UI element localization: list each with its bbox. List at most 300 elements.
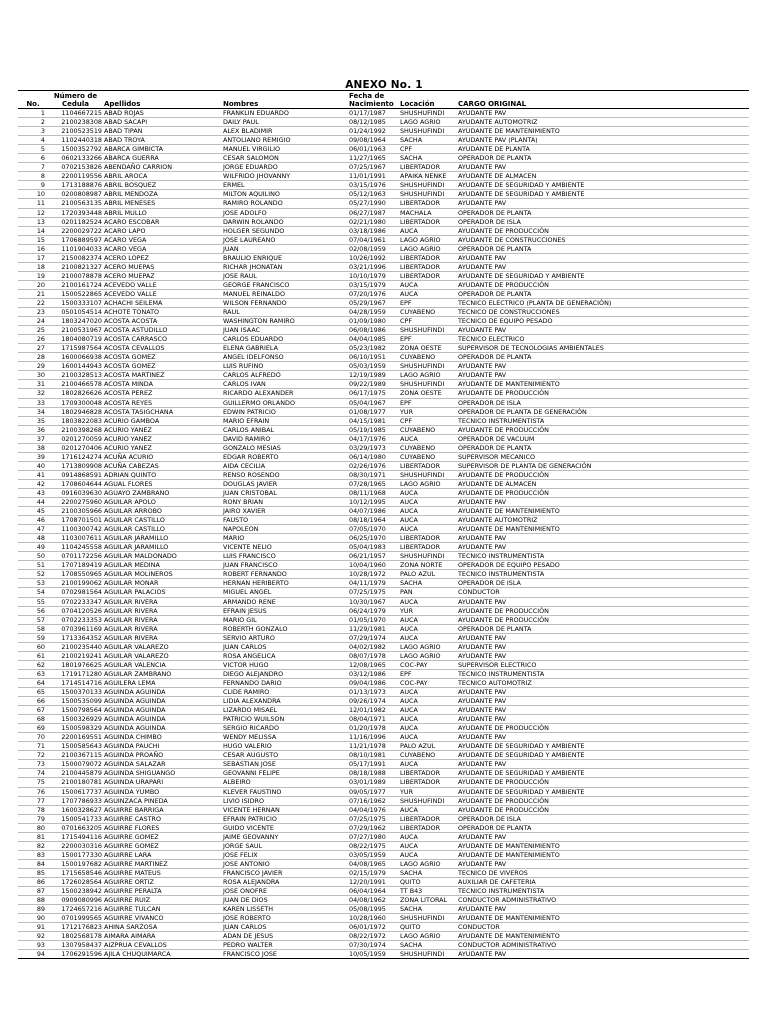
cell-cedula: 2100199062 <box>48 579 103 588</box>
cell-cargo: AYUDANTE DE PLANTA <box>457 145 749 154</box>
table-row <box>18 868 749 877</box>
cell-apellidos: AGUILAR ZAMBRANO <box>103 669 222 678</box>
cell-locacion: SHUSHUFINDI <box>399 190 457 199</box>
cell-no: 9 <box>18 181 48 190</box>
cell-fecha-nacimiento: 08/18/1964 <box>348 516 399 525</box>
cell-apellidos: AGUILAR ARROBO <box>103 507 222 516</box>
cell-apellidos: ABAD SACAPI <box>103 118 222 127</box>
cell-locacion: SHUSHUFINDI <box>399 552 457 561</box>
cell-no: 82 <box>18 841 48 850</box>
cell-apellidos: AGUIRRE TULCAN <box>103 905 222 914</box>
table-row <box>18 896 749 905</box>
cell-cedula: 0916039630 <box>48 488 103 497</box>
cell-cedula: 1706291596 <box>48 950 103 959</box>
cell-nombres: MARIO EFRAIN <box>222 416 348 425</box>
cell-cedula: 1708550965 <box>48 570 103 579</box>
cell-nombres: FAUSTO <box>222 516 348 525</box>
cell-locacion: LIBERTADOR <box>399 814 457 823</box>
cell-cedula: 1708701501 <box>48 516 103 525</box>
cell-nombres: KAREN LISSETH <box>222 905 348 914</box>
cell-no: 90 <box>18 914 48 923</box>
cell-fecha-nacimiento: 05/27/1990 <box>348 199 399 208</box>
table-row <box>18 823 749 832</box>
table-row <box>18 850 749 859</box>
cell-cedula: 1803247020 <box>48 317 103 326</box>
cell-locacion: SHUSHUFINDI <box>399 127 457 136</box>
cell-cargo: AYUDANTE AUTOMOTRIZ <box>457 118 749 127</box>
cell-cedula: 1713188876 <box>48 181 103 190</box>
cell-locacion: LIBERTADOR <box>399 778 457 787</box>
cell-cargo: AYUDANTE PAV <box>457 832 749 841</box>
cell-cedula: 1500541733 <box>48 814 103 823</box>
cell-fecha-nacimiento: 08/18/1988 <box>348 769 399 778</box>
table-row <box>18 633 749 642</box>
cell-no: 73 <box>18 760 48 769</box>
cell-no: 19 <box>18 271 48 280</box>
cell-no: 27 <box>18 344 48 353</box>
cell-apellidos: ACARO VEGA <box>103 235 222 244</box>
cell-cargo: AYUDANTE DE PRODUCCIÓN <box>457 606 749 615</box>
table-row <box>18 561 749 570</box>
cell-cedula: 2100219241 <box>48 651 103 660</box>
cell-locacion: AUCA <box>399 597 457 606</box>
cell-nombres: RAMIRO ROLANDO <box>222 199 348 208</box>
cell-cedula: 1709300048 <box>48 398 103 407</box>
table-row <box>18 389 749 398</box>
cell-fecha-nacimiento: 05/03/1959 <box>348 362 399 371</box>
cell-cargo: AYUDANTE PAV <box>457 163 749 172</box>
cell-apellidos: AGUINDA AGUINDA <box>103 697 222 706</box>
cell-locacion: CUYABENO <box>399 425 457 434</box>
cell-locacion: AUCA <box>399 615 457 624</box>
cell-no: 68 <box>18 715 48 724</box>
cell-nombres: PEDRO WALTER <box>222 941 348 950</box>
cell-fecha-nacimiento: 02/26/1976 <box>348 461 399 470</box>
table-row <box>18 814 749 823</box>
cell-no: 47 <box>18 525 48 534</box>
cell-apellidos: ACUÑA ACURIO <box>103 452 222 461</box>
cell-fecha-nacimiento: 10/10/1979 <box>348 271 399 280</box>
cell-no: 59 <box>18 633 48 642</box>
cell-apellidos: AGUILAR PALACIOS <box>103 588 222 597</box>
cell-nombres: JAIME GEOVANNY <box>222 832 348 841</box>
cell-locacion: YUR <box>399 407 457 416</box>
cell-cargo: CONDUCTOR ADMINISTRATIVO <box>457 941 749 950</box>
cell-cargo: AYUDANTE PAV <box>457 706 749 715</box>
cell-apellidos: ACERO MUEPAZ <box>103 271 222 280</box>
cell-fecha-nacimiento: 05/19/1985 <box>348 425 399 434</box>
cell-fecha-nacimiento: 06/27/1987 <box>348 208 399 217</box>
cell-nombres: LIZARDO MISAEL <box>222 706 348 715</box>
table-row <box>18 660 749 669</box>
cell-cedula: 0602133266 <box>48 154 103 163</box>
cell-nombres: WILFRIDO JHOVANNY <box>222 172 348 181</box>
cell-fecha-nacimiento: 07/04/1961 <box>348 235 399 244</box>
table-row <box>18 642 749 651</box>
table-row <box>18 651 749 660</box>
cell-cargo: AYUDANTE DE MANTENIMIENTO <box>457 841 749 850</box>
cell-fecha-nacimiento: 02/08/1959 <box>348 244 399 253</box>
table-row <box>18 950 749 959</box>
cell-locacion: YUR <box>399 606 457 615</box>
cell-cargo: AYUDANTE PAV <box>457 715 749 724</box>
cell-apellidos: AGUILAR JARAMILLO <box>103 534 222 543</box>
cell-cargo: AYUDANTE DE PRODUCCIÓN <box>457 470 749 479</box>
cell-nombres: RAUL <box>222 308 348 317</box>
cell-apellidos: AGUIRRE RUIZ <box>103 896 222 905</box>
cell-no: 86 <box>18 877 48 886</box>
cell-cedula: 0703961169 <box>48 624 103 633</box>
cell-no: 40 <box>18 461 48 470</box>
cell-no: 25 <box>18 326 48 335</box>
cell-locacion: AUCA <box>399 624 457 633</box>
cell-nombres: JAIRO XAVIER <box>222 507 348 516</box>
cell-nombres: JOSE ADOLFO <box>222 208 348 217</box>
cell-fecha-nacimiento: 06/25/1970 <box>348 534 399 543</box>
cell-cargo: TECNICO ELECTRICO <box>457 335 749 344</box>
cell-locacion: LIBERTADOR <box>399 769 457 778</box>
cell-nombres: ANGEL IDELFONSO <box>222 353 348 362</box>
cell-cargo: AYUDANTE PAV <box>457 697 749 706</box>
table-row <box>18 443 749 452</box>
cell-no: 54 <box>18 588 48 597</box>
cell-nombres: JUAN ISAAC <box>222 326 348 335</box>
cell-fecha-nacimiento: 02/21/1980 <box>348 217 399 226</box>
cell-locacion: LAGO AGRIO <box>399 244 457 253</box>
table-row <box>18 832 749 841</box>
cell-locacion: LIBERTADOR <box>399 253 457 262</box>
cell-nombres: ALEX BLADIMIR <box>222 127 348 136</box>
table-row <box>18 624 749 633</box>
cell-cargo: TECNICO DE CONSTRUCCIONES <box>457 308 749 317</box>
cell-nombres: GUILLERMO ORLANDO <box>222 398 348 407</box>
cell-cedula: 1712176823 <box>48 923 103 932</box>
cell-nombres: RONY BRIAN <box>222 498 348 507</box>
cell-nombres: SERGIO RICARDO <box>222 724 348 733</box>
cell-no: 70 <box>18 733 48 742</box>
cell-apellidos: AGUILAR CASTILLO <box>103 525 222 534</box>
cell-nombres: DAVID RAMIRO <box>222 434 348 443</box>
cell-locacion: AUCA <box>399 633 457 642</box>
cell-nombres: CARLOS IVAN <box>222 380 348 389</box>
cell-cargo: AYUDANTE DE MANTENIMIENTO <box>457 932 749 941</box>
cell-locacion: LIBERTADOR <box>399 262 457 271</box>
cell-nombres: CARLOS EDUARDO <box>222 335 348 344</box>
page-title: ANEXO No. 1 <box>345 79 423 91</box>
cell-no: 43 <box>18 488 48 497</box>
cell-cargo: OPERADOR DE ISLA <box>457 579 749 588</box>
cell-fecha-nacimiento: 01/08/1977 <box>348 407 399 416</box>
cell-cedula: 1714514716 <box>48 678 103 687</box>
cell-cedula: 1715987564 <box>48 344 103 353</box>
cell-locacion: COC-PAY <box>399 678 457 687</box>
cell-nombres: ROBERT FERNANDO <box>222 570 348 579</box>
cell-cedula: 2100235440 <box>48 642 103 651</box>
cell-apellidos: ACOSTA REYES <box>103 398 222 407</box>
cell-cargo: AYUDANTE DE SEGURIDAD Y AMBIENTE <box>457 787 749 796</box>
cell-cedula: 1101904033 <box>48 244 103 253</box>
cell-nombres: WASHINGTON RAMIRO <box>222 317 348 326</box>
cell-no: 26 <box>18 335 48 344</box>
cell-apellidos: AGUILAR CASTILLO <box>103 516 222 525</box>
table-row <box>18 262 749 271</box>
cell-fecha-nacimiento: 07/29/1962 <box>348 823 399 832</box>
cell-apellidos: AGUINDA AGUINDA <box>103 724 222 733</box>
cell-nombres: FRANCISCO JAVIER <box>222 868 348 877</box>
cell-locacion: LAGO AGRIO <box>399 642 457 651</box>
cell-locacion: SHUSHUFINDI <box>399 362 457 371</box>
cell-apellidos: ACOSTA ASTUDILLO <box>103 326 222 335</box>
table-row <box>18 507 749 516</box>
cell-cedula: 2100398268 <box>48 425 103 434</box>
cell-fecha-nacimiento: 07/27/1980 <box>348 832 399 841</box>
cell-cedula: 2100180781 <box>48 778 103 787</box>
cell-locacion: ZONA NORTE <box>399 561 457 570</box>
table-row <box>18 298 749 307</box>
table-row <box>18 407 749 416</box>
cell-no: 84 <box>18 859 48 868</box>
cell-apellidos: ACOSTA MARTINEZ <box>103 371 222 380</box>
cell-cargo: OPERADOR DE EQUIPO PESADO <box>457 561 749 570</box>
cell-nombres: JUAN CRISTOBAL <box>222 488 348 497</box>
cell-fecha-nacimiento: 08/30/1971 <box>348 470 399 479</box>
cell-locacion: EPF <box>399 335 457 344</box>
table-row <box>18 941 749 950</box>
cell-fecha-nacimiento: 06/10/1951 <box>348 353 399 362</box>
cell-locacion: LAGO AGRIO <box>399 371 457 380</box>
cell-fecha-nacimiento: 10/28/1972 <box>348 570 399 579</box>
cell-fecha-nacimiento: 04/11/1979 <box>348 579 399 588</box>
cell-cargo: AYUDANTE DE PRODUCCIÓN <box>457 280 749 289</box>
cell-apellidos: ACOSTA ACOSTA <box>103 317 222 326</box>
cell-fecha-nacimiento: 07/29/1974 <box>348 633 399 642</box>
cell-cedula: 1500598329 <box>48 724 103 733</box>
cell-apellidos: ABRIL MENESES <box>103 199 222 208</box>
cell-cargo: OPERADOR DE PLANTA <box>457 443 749 452</box>
cell-apellidos: ABRIL MULLO <box>103 208 222 217</box>
cell-cedula: 1713364352 <box>48 633 103 642</box>
column-header-no: No. <box>18 91 48 109</box>
cell-cargo: TECNICO INSTRUMENTISTA <box>457 669 749 678</box>
cell-nombres: JOSE FELIX <box>222 850 348 859</box>
cell-nombres: EDGAR ROBERTO <box>222 452 348 461</box>
cell-locacion: EPF <box>399 669 457 678</box>
cell-cargo: AYUDANTE DE SEGURIDAD Y AMBIENTE <box>457 190 749 199</box>
table-row <box>18 181 749 190</box>
table-row <box>18 479 749 488</box>
cell-nombres: LUIS RUFINO <box>222 362 348 371</box>
cell-nombres: CESAR AUGUSTO <box>222 751 348 760</box>
cell-nombres: JOSE ANTONIO <box>222 859 348 868</box>
cell-no: 67 <box>18 706 48 715</box>
cell-no: 30 <box>18 371 48 380</box>
cell-fecha-nacimiento: 10/26/1992 <box>348 253 399 262</box>
cell-fecha-nacimiento: 08/12/1985 <box>348 118 399 127</box>
cell-cedula: 1102440318 <box>48 136 103 145</box>
header-row <box>18 91 749 109</box>
table-row <box>18 778 749 787</box>
table-row <box>18 353 749 362</box>
cell-no: 35 <box>18 416 48 425</box>
cell-cedula: 1600328627 <box>48 805 103 814</box>
cell-no: 77 <box>18 796 48 805</box>
cell-no: 74 <box>18 769 48 778</box>
cell-fecha-nacimiento: 04/04/1985 <box>348 335 399 344</box>
table-row <box>18 805 749 814</box>
table-row <box>18 271 749 280</box>
cell-locacion: AUCA <box>399 733 457 742</box>
cell-apellidos: AGUINDA YUMBO <box>103 787 222 796</box>
cell-fecha-nacimiento: 10/04/1960 <box>348 561 399 570</box>
cell-apellidos: AGUIRRE FLORES <box>103 823 222 832</box>
cell-cedula: 0702153826 <box>48 163 103 172</box>
cell-fecha-nacimiento: 07/30/1974 <box>348 941 399 950</box>
cell-cargo: AYUDANTE DE MANTENIMIENTO <box>457 127 749 136</box>
table-row <box>18 145 749 154</box>
cell-no: 46 <box>18 516 48 525</box>
cell-cedula: 0501054514 <box>48 308 103 317</box>
cell-cedula: 1104245558 <box>48 543 103 552</box>
cell-fecha-nacimiento: 07/25/1975 <box>348 588 399 597</box>
table-row <box>18 190 749 199</box>
cell-no: 28 <box>18 353 48 362</box>
cell-fecha-nacimiento: 10/05/1959 <box>348 950 399 959</box>
table-header <box>18 91 749 109</box>
cell-no: 66 <box>18 697 48 706</box>
cell-cedula: 2100821327 <box>48 262 103 271</box>
cell-locacion: CUYABENO <box>399 452 457 461</box>
cell-locacion: YUR <box>399 787 457 796</box>
cell-cedula: 1500798564 <box>48 706 103 715</box>
cell-cargo: AYUDANTE DE PRODUCCIÓN <box>457 796 749 805</box>
cell-cedula: 1500522865 <box>48 289 103 298</box>
cell-nombres: JOSE RAUL <box>222 271 348 280</box>
cell-cedula: 2100531967 <box>48 326 103 335</box>
cell-apellidos: ACOSTA TASIGCHANA <box>103 407 222 416</box>
cell-locacion: ZONA OESTE <box>399 389 457 398</box>
cell-no: 93 <box>18 941 48 950</box>
table-row <box>18 470 749 479</box>
cell-locacion: CUYABENO <box>399 443 457 452</box>
table-row <box>18 760 749 769</box>
cell-cargo: AYUDANTE DE CONSTRUCCIONES <box>457 235 749 244</box>
cell-cedula: 1500585643 <box>48 742 103 751</box>
cell-fecha-nacimiento: 10/30/1967 <box>348 597 399 606</box>
table-row <box>18 380 749 389</box>
table-row <box>18 208 749 217</box>
table-row <box>18 308 749 317</box>
cell-nombres: ADAN DE JESUS <box>222 932 348 941</box>
cell-apellidos: AGUIRRE GOMEZ <box>103 841 222 850</box>
cell-cargo: TECNICO INSTRUMENTISTA <box>457 887 749 896</box>
cell-apellidos: AGUIRRE BARRIGA <box>103 805 222 814</box>
table-row <box>18 859 749 868</box>
table-row <box>18 434 749 443</box>
table-row <box>18 416 749 425</box>
cell-no: 55 <box>18 597 48 606</box>
cell-no: 14 <box>18 226 48 235</box>
cell-no: 63 <box>18 669 48 678</box>
cell-fecha-nacimiento: 11/01/1991 <box>348 172 399 181</box>
cell-apellidos: AGUIRRE MARTINEZ <box>103 859 222 868</box>
cell-locacion: AUCA <box>399 507 457 516</box>
cell-no: 29 <box>18 362 48 371</box>
cell-nombres: NAPOLEON <box>222 525 348 534</box>
cell-no: 23 <box>18 308 48 317</box>
cell-locacion: LIBERTADOR <box>399 461 457 470</box>
cell-no: 53 <box>18 579 48 588</box>
cell-cedula: 1500352792 <box>48 145 103 154</box>
cell-no: 75 <box>18 778 48 787</box>
cell-apellidos: AGUINDA CHIMBO <box>103 733 222 742</box>
cell-cedula: 1802826626 <box>48 389 103 398</box>
table-row <box>18 525 749 534</box>
cell-locacion: LIBERTADOR <box>399 217 457 226</box>
cell-nombres: FRANKLIN EDUARDO <box>222 109 348 118</box>
cell-locacion: APAIKA NENKE <box>399 172 457 181</box>
cell-cargo: AYUDANTE PAV <box>457 362 749 371</box>
cell-locacion: AUCA <box>399 516 457 525</box>
table-row <box>18 552 749 561</box>
cell-nombres: GONZALO MESIAS <box>222 443 348 452</box>
cell-cargo: AYUDANTE DE SEGURIDAD Y AMBIENTE <box>457 271 749 280</box>
cell-cedula: 1500617737 <box>48 787 103 796</box>
cell-apellidos: AGUILAR RIVERA <box>103 615 222 624</box>
table-row <box>18 914 749 923</box>
cell-apellidos: AIMARA AIMARA <box>103 932 222 941</box>
cell-no: 56 <box>18 606 48 615</box>
table-row <box>18 932 749 941</box>
column-header-fecha: Fecha de Nacimiento <box>348 91 399 109</box>
cell-fecha-nacimiento: 09/04/1986 <box>348 678 399 687</box>
cell-cargo: CONDUCTOR ADMINISTRATIVO <box>457 896 749 905</box>
table-row <box>18 118 749 127</box>
cell-fecha-nacimiento: 12/19/1989 <box>348 371 399 380</box>
cell-cedula: 2100328513 <box>48 371 103 380</box>
cell-cargo: AYUDANTE PAV <box>457 950 749 959</box>
cell-cargo: AYUDANTE PAV <box>457 253 749 262</box>
cell-locacion: CUYABENO <box>399 308 457 317</box>
cell-locacion: LAGO AGRIO <box>399 651 457 660</box>
cell-nombres: FERNANDO DARIO <box>222 678 348 687</box>
cell-cedula: 1804080719 <box>48 335 103 344</box>
cell-cargo: AYUDANTE DE MANTENIMIENTO <box>457 507 749 516</box>
cell-cargo: OPERADOR DE PLANTA <box>457 353 749 362</box>
table-row <box>18 244 749 253</box>
cell-locacion: AUCA <box>399 226 457 235</box>
table-row <box>18 362 749 371</box>
cell-cargo: AYUDANTE DE PRODUCCIÓN <box>457 805 749 814</box>
cell-no: 60 <box>18 642 48 651</box>
cell-fecha-nacimiento: 12/08/1965 <box>348 660 399 669</box>
cell-apellidos: AGUILAR RIVERA <box>103 597 222 606</box>
cell-fecha-nacimiento: 05/12/1963 <box>348 190 399 199</box>
cell-apellidos: ACOSTA CARRASCO <box>103 335 222 344</box>
cell-nombres: DOUGLAS JAVIER <box>222 479 348 488</box>
cell-no: 21 <box>18 289 48 298</box>
cell-cargo: AYUDANTE DE SEGURIDAD Y AMBIENTE <box>457 181 749 190</box>
cell-locacion: LIBERTADOR <box>399 199 457 208</box>
cell-locacion: AUCA <box>399 706 457 715</box>
cell-fecha-nacimiento: 04/08/1962 <box>348 896 399 905</box>
cell-apellidos: AGUILAR RIVERA <box>103 633 222 642</box>
cell-no: 72 <box>18 751 48 760</box>
cell-cedula: 1708604644 <box>48 479 103 488</box>
cell-cedula: 1716124274 <box>48 452 103 461</box>
table-row <box>18 109 749 118</box>
cell-no: 79 <box>18 814 48 823</box>
cell-cedula: 0201270406 <box>48 443 103 452</box>
